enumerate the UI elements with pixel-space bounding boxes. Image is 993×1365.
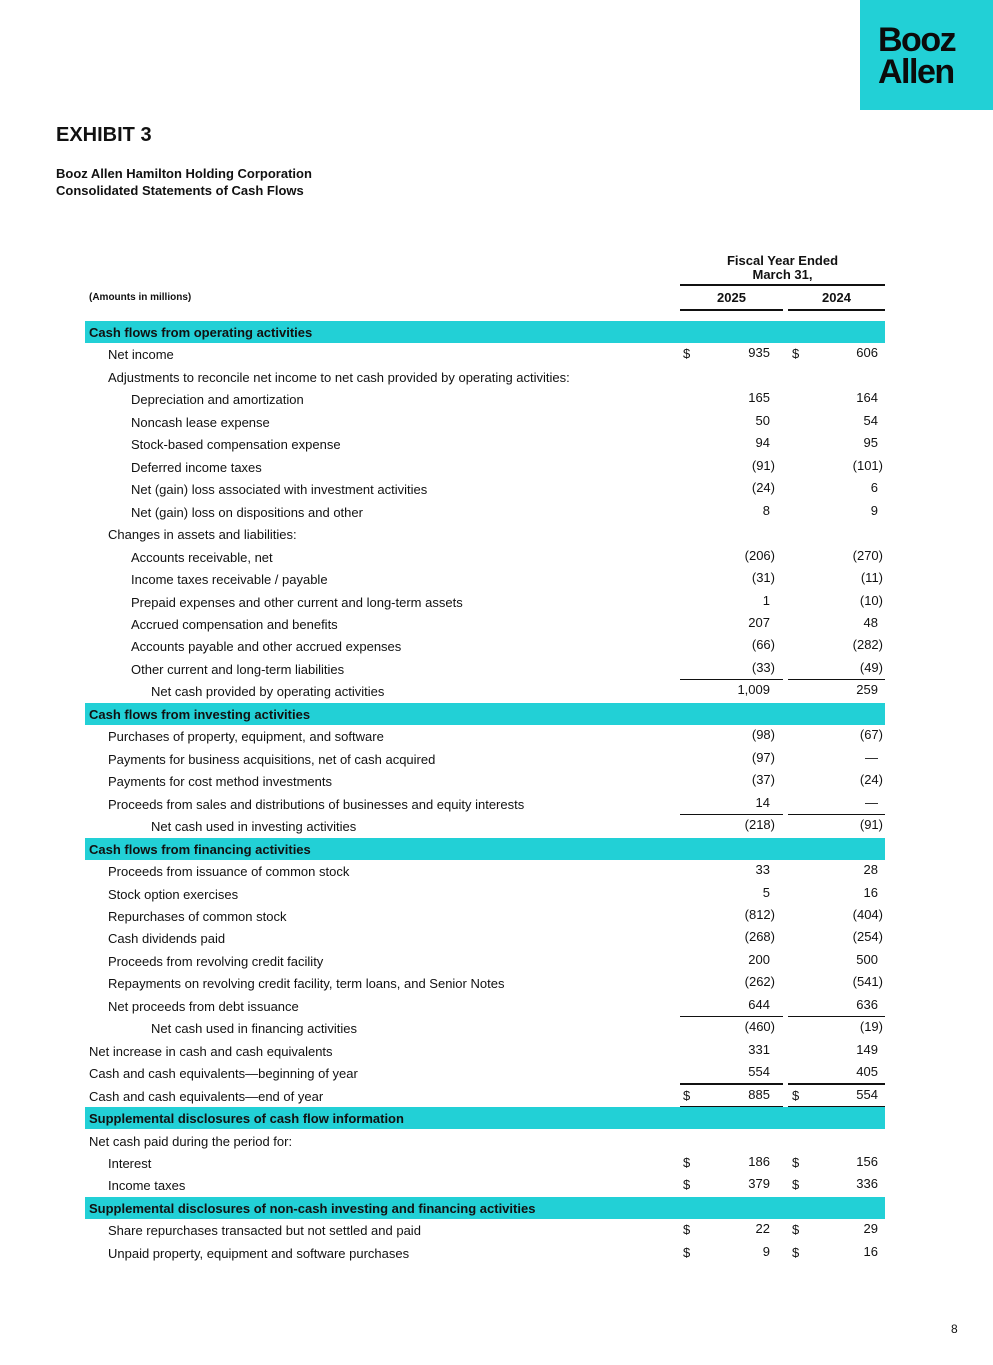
row-label: Cash flows from operating activities — [89, 325, 313, 340]
value-2024: 54 — [863, 412, 878, 428]
value-2024: 48 — [863, 614, 878, 630]
row-label: Net cash provided by operating activities — [151, 684, 385, 700]
value-2025: (91) — [751, 457, 775, 473]
value-2024: (91) — [859, 817, 883, 833]
value-2024: (541) — [852, 974, 883, 990]
exhibit-title: EXHIBIT 3 — [56, 124, 152, 146]
row-label: Stock option exercises — [108, 886, 239, 902]
table-row — [85, 613, 885, 635]
fiscal-year-header — [680, 254, 885, 282]
table-row — [85, 793, 885, 815]
statement-name: Consolidated Statements of Cash Flows — [56, 183, 304, 198]
section-header — [85, 838, 885, 860]
statement-heading — [56, 165, 312, 199]
value-2024: 259 — [856, 682, 878, 698]
currency-symbol: $ — [683, 346, 691, 362]
table-row — [85, 1040, 885, 1062]
value-2025: 207 — [748, 614, 770, 630]
booz-allen-logo — [860, 0, 993, 110]
row-label: Cash flows from investing activities — [89, 706, 311, 722]
table-row — [85, 1130, 885, 1152]
value-2024: 164 — [856, 390, 878, 406]
value-2025: 94 — [755, 435, 770, 451]
currency-symbol: $ — [683, 1087, 691, 1103]
currency-symbol: $ — [683, 1177, 691, 1193]
currency-symbol: $ — [792, 1087, 800, 1103]
row-label: Net proceeds from debt issuance — [108, 998, 299, 1014]
logo-text-line2: Allen — [878, 53, 954, 91]
table-row — [85, 343, 885, 365]
table-row — [85, 972, 885, 994]
currency-symbol: $ — [683, 1244, 691, 1260]
value-2025: (66) — [751, 637, 775, 653]
table-row — [85, 523, 885, 545]
row-label: Proceeds from revolving credit facility — [108, 953, 324, 969]
table-row — [85, 1174, 885, 1196]
row-label: Deferred income taxes — [131, 459, 262, 475]
value-2024: (101) — [852, 457, 883, 473]
table-row — [85, 591, 885, 613]
value-2025: (98) — [751, 727, 775, 743]
row-label: Unpaid property, equipment and software purchases — [108, 1245, 410, 1261]
row-label: Other current and long-term liabilities — [131, 661, 345, 677]
row-label: Income taxes — [108, 1178, 186, 1194]
currency-symbol: $ — [683, 1222, 691, 1238]
table-row — [85, 1152, 885, 1174]
value-2025: 186 — [748, 1154, 770, 1170]
row-label: Payments for cost method investments — [108, 774, 332, 790]
value-2025: 5 — [762, 884, 770, 900]
company-name: Booz Allen Hamilton Holding Corporation — [56, 166, 312, 181]
table-row — [85, 725, 885, 747]
row-label: Net cash used in financing activities — [151, 1021, 357, 1037]
value-2025: (268) — [744, 929, 775, 945]
table-row — [85, 546, 885, 568]
value-2024: — — [865, 794, 878, 810]
table-row — [85, 366, 885, 388]
row-label: Cash and cash equivalents—beginning of year — [89, 1066, 358, 1082]
value-2024: — — [865, 749, 878, 765]
row-label: Changes in assets and liabilities: — [108, 527, 297, 543]
value-2024: (11) — [860, 570, 883, 586]
row-label: Accounts receivable, net — [131, 549, 273, 565]
value-2025: (24) — [751, 480, 775, 496]
table-row — [85, 501, 885, 523]
table-row — [85, 905, 885, 927]
value-2025: 644 — [748, 996, 770, 1012]
row-label: Cash flows from financing activities — [89, 841, 311, 857]
value-2025: 200 — [748, 951, 770, 967]
table-row — [85, 950, 885, 972]
year-2024: 2024 — [822, 290, 851, 305]
value-2024: 29 — [863, 1221, 878, 1237]
table-row — [85, 770, 885, 792]
row-label: Accounts payable and other accrued expenses — [131, 639, 402, 655]
value-2025: 33 — [755, 862, 770, 878]
table-row — [85, 1062, 885, 1084]
value-2024: 6 — [870, 480, 878, 496]
row-label: Share repurchases transacted but not settled and paid — [108, 1223, 421, 1239]
row-label: Income taxes receivable / payable — [131, 572, 328, 588]
table-row — [85, 1219, 885, 1241]
row-label: Stock-based compensation expense — [131, 437, 341, 453]
value-2024: (10) — [859, 592, 883, 608]
row-label: Net cash paid during the period for: — [89, 1133, 293, 1149]
value-2025: 14 — [755, 794, 770, 810]
fiscal-line2: March 31, — [752, 267, 813, 282]
value-2025: 8 — [762, 502, 770, 518]
row-label: Net (gain) loss on dispositions and other — [131, 504, 363, 520]
value-2025: 885 — [748, 1086, 770, 1102]
table-row — [85, 1242, 885, 1264]
row-label: Purchases of property, equipment, and software — [108, 729, 384, 745]
section-header — [85, 1107, 885, 1129]
value-2024: 405 — [856, 1064, 878, 1080]
value-2025: 1,009 — [737, 682, 770, 698]
value-2024: 95 — [863, 435, 878, 451]
value-2024: 500 — [856, 951, 878, 967]
value-2024: 28 — [863, 862, 878, 878]
value-2024: (49) — [859, 659, 883, 675]
value-2024: (404) — [852, 906, 883, 922]
row-label: Net income — [108, 347, 174, 363]
row-label: Proceeds from sales and distributions of businesses and equity interests — [108, 796, 525, 812]
value-2025: (812) — [744, 906, 775, 922]
table-row — [85, 658, 885, 680]
value-2025: (206) — [744, 547, 775, 563]
section-header — [85, 321, 885, 343]
value-2025: (460) — [744, 1019, 775, 1035]
row-label: Proceeds from issuance of common stock — [108, 864, 350, 880]
table-row — [85, 456, 885, 478]
value-2024: (19) — [859, 1019, 883, 1035]
value-2025: 554 — [748, 1064, 770, 1080]
logo-text-line1: Booz — [878, 21, 956, 59]
row-label: Supplemental disclosures of non-cash investing and financing activities — [89, 1200, 536, 1216]
value-2025: (33) — [751, 659, 775, 675]
value-2025: 9 — [762, 1243, 770, 1259]
value-2025: 935 — [748, 345, 770, 361]
table-row — [85, 1085, 885, 1107]
amounts-note: (Amounts in millions) — [89, 292, 192, 303]
header-rule — [680, 284, 885, 286]
page-number: 8 — [951, 1322, 958, 1336]
value-2024: 16 — [863, 884, 878, 900]
value-2024: (67) — [859, 727, 883, 743]
table-row — [85, 748, 885, 770]
value-2025: (97) — [751, 749, 775, 765]
row-label: Supplemental disclosures of cash flow information — [89, 1111, 404, 1127]
currency-symbol: $ — [792, 1244, 800, 1260]
currency-symbol: $ — [683, 1155, 691, 1171]
table-row — [85, 815, 885, 837]
table-row — [85, 388, 885, 410]
value-2025: 165 — [748, 390, 770, 406]
value-2025: (31) — [751, 570, 775, 586]
row-label: Payments for business acquisitions, net of cash acquired — [108, 751, 436, 767]
table-row — [85, 883, 885, 905]
row-label: Repurchases of common stock — [108, 908, 287, 924]
row-label: Accrued compensation and benefits — [131, 616, 338, 632]
row-label: Repayments on revolving credit facility, term loans, and Senior Notes — [108, 976, 505, 992]
value-2025: 379 — [748, 1176, 770, 1192]
year-rule-2025 — [680, 309, 783, 311]
table-row — [85, 927, 885, 949]
year-rule-2024 — [788, 309, 885, 311]
value-2025: 22 — [755, 1221, 770, 1237]
value-2024: 636 — [856, 996, 878, 1012]
currency-symbol: $ — [792, 1177, 800, 1193]
table-row — [85, 411, 885, 433]
value-2024: 156 — [856, 1154, 878, 1170]
value-2024: 149 — [856, 1041, 878, 1057]
currency-symbol: $ — [792, 1155, 800, 1171]
value-2025: (262) — [744, 974, 775, 990]
value-2024: 16 — [863, 1243, 878, 1259]
table-row — [85, 478, 885, 500]
currency-symbol: $ — [792, 346, 800, 362]
value-2024: 606 — [856, 345, 878, 361]
row-label: Net increase in cash and cash equivalents — [89, 1043, 333, 1059]
value-2024: 9 — [870, 502, 878, 518]
row-label: Interest — [108, 1156, 152, 1172]
fiscal-line1: Fiscal Year Ended — [726, 253, 839, 268]
value-2024: 336 — [856, 1176, 878, 1192]
year-2025: 2025 — [717, 290, 746, 305]
table-row — [85, 635, 885, 657]
currency-symbol: $ — [792, 1222, 800, 1238]
table-row — [85, 1017, 885, 1039]
value-2025: (37) — [751, 772, 775, 788]
value-2025: (218) — [744, 817, 775, 833]
row-label: Depreciation and amortization — [131, 392, 304, 408]
value-2025: 331 — [748, 1041, 770, 1057]
section-header — [85, 1197, 885, 1219]
table-row — [85, 433, 885, 455]
value-2024: (24) — [859, 772, 883, 788]
value-2024: (282) — [852, 637, 883, 653]
table-row — [85, 860, 885, 882]
row-label: Net (gain) loss associated with investment activities — [131, 482, 428, 498]
value-2025: 50 — [755, 412, 770, 428]
value-2024: 554 — [856, 1086, 878, 1102]
table-row — [85, 680, 885, 702]
section-header — [85, 703, 885, 725]
value-2025: 1 — [762, 592, 770, 608]
table-row — [85, 995, 885, 1017]
row-label: Cash dividends paid — [108, 931, 226, 947]
table-row — [85, 568, 885, 590]
row-label: Noncash lease expense — [131, 414, 270, 430]
value-2024: (254) — [852, 929, 883, 945]
value-2024: (270) — [852, 547, 883, 563]
row-label: Cash and cash equivalents—end of year — [89, 1088, 324, 1104]
row-label: Adjustments to reconcile net income to net cash provided by operating activities: — [108, 369, 570, 385]
row-label: Net cash used in investing activities — [151, 819, 357, 835]
row-label: Prepaid expenses and other current and long-term assets — [131, 594, 463, 610]
